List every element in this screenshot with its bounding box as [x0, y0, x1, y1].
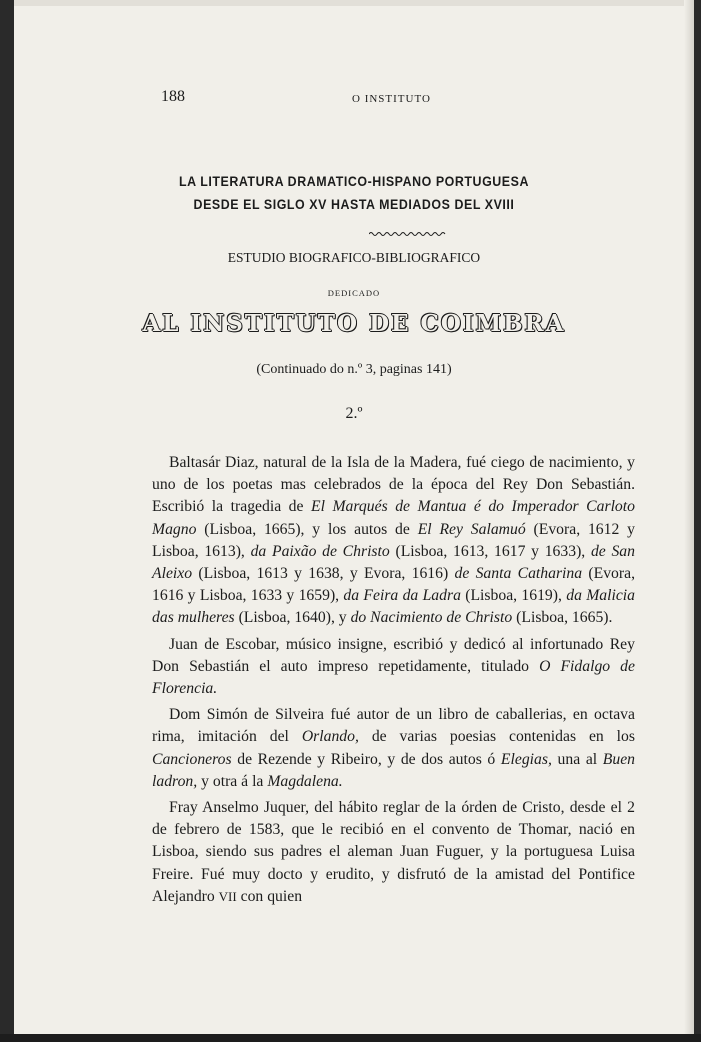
work-title: Buen ladron,	[152, 750, 635, 790]
text-run: Baltasár Diaz, natural de la Isla de la Madera, fué ciego de nacimiento, y uno de los poetas mas celebrados de la época del Rey Don Sebastián. Escribió la tragedia de	[152, 454, 635, 516]
work-title: de Santa Catharina	[454, 565, 583, 583]
work-title: O Fidalgo de Florencia.	[152, 657, 635, 698]
scan-bottom-border	[0, 1034, 701, 1042]
paragraph-simon-de-silveira	[152, 704, 635, 793]
text-run: con quien	[236, 887, 303, 905]
title-line-1: LA LITERATURA DRAMATICO-HISPANO PORTUGUESA	[178, 174, 530, 189]
work-title: Orlando,	[301, 728, 359, 746]
text-run: Dom Simón de Silveira fué autor de un libro de caballerias, en octava rima, imitación del	[152, 706, 635, 746]
work-title: de San Aleixo	[152, 542, 635, 583]
page-number: 188	[161, 88, 185, 105]
text-run: de varias poesias contenidas en los	[358, 728, 635, 746]
text-run: (Evora, 1612 y Lisboa, 1613),	[152, 520, 636, 560]
page-right-edge	[684, 0, 694, 1034]
work-title: da Feira da Ladra	[343, 587, 461, 605]
paragraph-baltasar-diaz	[152, 452, 635, 630]
work-title: do Nacimiento de Christo	[350, 609, 513, 627]
text-run: y otra á la	[197, 772, 268, 790]
work-title: Elegias,	[500, 750, 552, 768]
text-run: (Lisboa, 1613 y 1638, y Evora, 1616)	[192, 565, 455, 583]
text-run: (Lisboa, 1665).	[512, 609, 613, 627]
text-run: (Lisboa, 1640), y	[234, 609, 351, 627]
dedication-title: AL INSTITUTO DE COIMBRA	[142, 310, 566, 337]
running-head: O INSTITUTO	[352, 93, 431, 105]
subtitle: ESTUDIO BIOGRAFICO-BIBLIOGRAFICO	[227, 250, 481, 265]
dedication-label: DEDICADO	[327, 288, 381, 298]
work-title: Cancioneros	[152, 750, 232, 768]
page-top-edge	[14, 0, 694, 6]
text-run: Juan de Escobar, músico insigne, escribió y dedicó al infortunado Rey Don Sebastián el auto impreso repetidamente, titulado	[152, 635, 635, 675]
text-run: Fray Anselmo Juquer, del hábito reglar de la órden de Cristo, desde el 2 de febrero de 1583, que le recibió en el convento de Thomar, nació en Lisboa, siendo sus padres el aleman Juan Fuguer, y la portuguesa Luisa Freire. Fué muy docto y erudito, y disfrutó de la amistad del Pontifice Alejandro	[152, 799, 635, 905]
work-title: El Marqués de Mantua é do Imperador Carloto Magno	[152, 498, 635, 538]
wavy-divider	[369, 231, 447, 237]
title-line-2: DESDE EL SIGLO XV HASTA MEDIADOS DEL XVIII	[193, 197, 515, 212]
paragraph-anselmo-juquer	[152, 797, 635, 908]
paragraph-juan-de-escobar	[152, 634, 635, 701]
text-run: (Lisboa, 1665), y los autos de	[196, 520, 418, 538]
work-title: da Malicia das mulheres	[152, 587, 636, 627]
text-run: una al	[551, 750, 603, 768]
text-run: (Evora, 1616 y Lisboa, 1633 y 1659),	[152, 565, 635, 605]
work-title: El Rey Salamuó	[417, 520, 526, 538]
text-run: (Lisboa, 1619),	[460, 587, 567, 605]
text-run: de Rezende y Ribeiro, y de dos autos ó	[231, 750, 501, 768]
work-title: Magdalena.	[267, 772, 343, 790]
roman-numeral: VII	[218, 888, 237, 904]
continuation-note: (Continuado do n.º 3, paginas 141)	[256, 362, 452, 377]
body-text	[152, 452, 635, 912]
work-title: da Paixão de Christo	[250, 542, 390, 560]
book-page	[14, 0, 694, 1034]
section-number: 2.º	[345, 405, 363, 422]
text-run: (Lisboa, 1613, 1617 y 1633),	[389, 542, 591, 560]
